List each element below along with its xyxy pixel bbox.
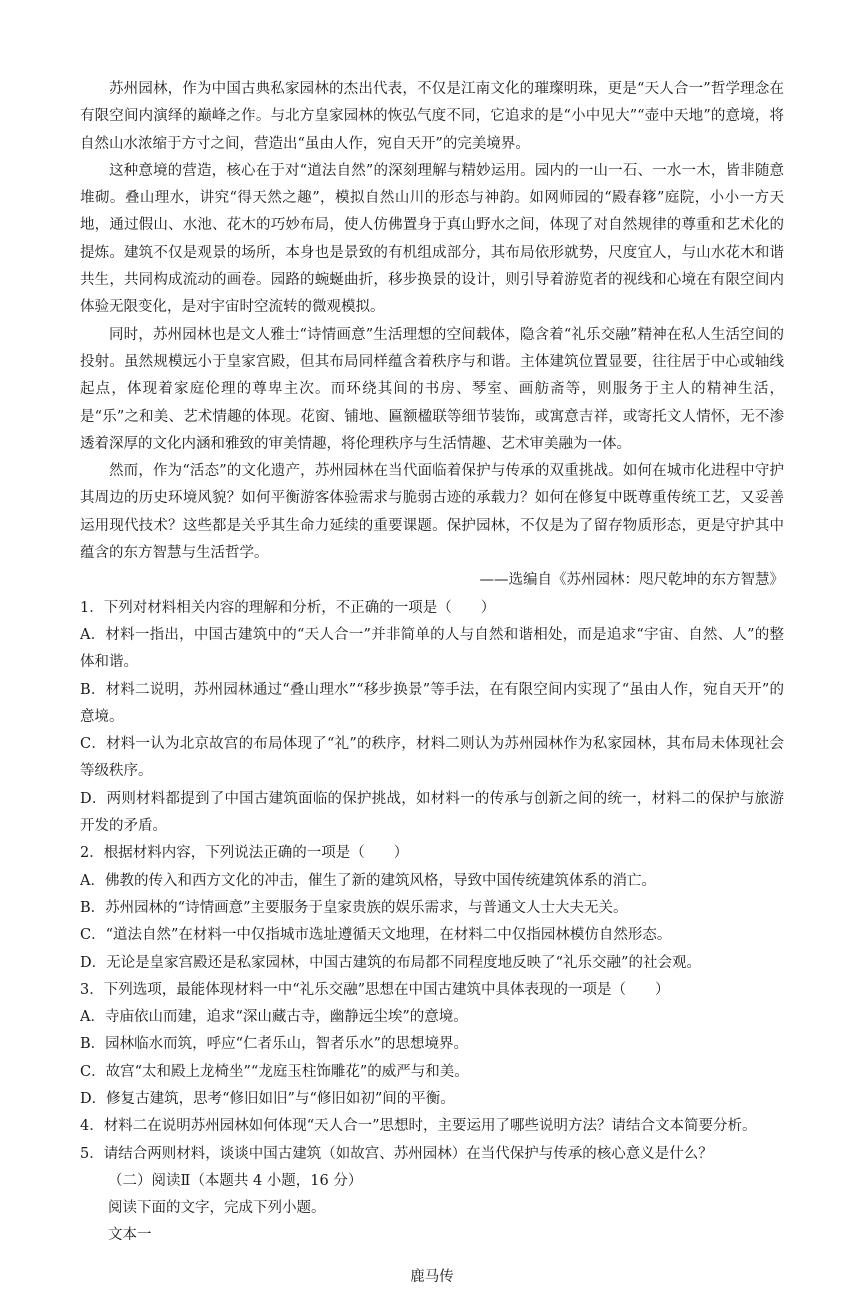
passage-paragraph-2: 这种意境的营造，核心在于对“道法自然”的深刻理解与精妙运用。园内的一山一石、一水一木，皆非随意堆砌。叠山理水，讲究“得天然之趣”，模拟自然山川的形态与神韵。如网师园的“殿春簃”庭院，小小一方天地，通过假山、水池、花木的巧妙布局，使人仿佛置身于真山野水之间，体现了对自然规律的尊重和艺术化的提炼。建筑不仅是观景的场所，本身也是景致的有机组成部分，其布局依形就势，尺度宜人，与山水花木和谐共生，共同构成流动的画卷。园路的蜿蜒曲折，移步换景的设计，则引导着游览者的视线和心境在有限空间内体验无限变化，是对宇宙时空流转的微观模拟。 [80,162,784,316]
option-b: B．苏州园林的“诗情画意”主要服务于皇家贵族的娱乐需求，与普通文人士大夫无关。 [80,899,628,916]
text-label: 文本一 [108,1227,152,1244]
option-a: A．材料一指出，中国古建筑中的“天人合一”并非简单的人与自然和谐相处，而是追求“宇宙、自然、人”的整体和谐。 [80,626,784,671]
question-stem: 4．材料二在说明苏州园林如何体现“天人合一”思想时，主要运用了哪些说明方法？请结合文本简要分析。 [80,1118,757,1135]
reading-section-2 [80,1168,784,1291]
option-b: B．材料二说明，苏州园林通过“叠山理水”“移步换景”等手法，在有限空间内实现了“虽由人作，宛自天开”的意境。 [80,681,784,725]
question-5 [80,1141,784,1168]
question-3 [80,977,784,1113]
page-content [80,76,784,1291]
option-c: C．故宫“太和殿上龙椅坐”“龙庭玉柱饰雕花”的威严与和美。 [80,1063,469,1080]
question-2 [80,840,784,976]
question-stem: 2．根据材料内容，下列说法正确的一项是（ ） [80,845,409,862]
question-1 [80,595,784,841]
option-d: D．修复古建筑，思考“修旧如旧”与“修旧如初”间的平衡。 [80,1090,455,1107]
option-c: C．材料一认为北京故宫的布局体现了“礼”的秩序，材料二则认为苏州园林作为私家园林，其布局未体现社会等级秩序。 [80,736,784,780]
option-b: B．园林临水而筑，呼应“仁者乐山，智者乐水”的思想境界。 [80,1036,468,1053]
option-d: D．两则材料都提到了中国古建筑面临的保护挑战，如材料一的传承与创新之间的统一，材料二的保护与旅游开发的矛盾。 [80,790,784,835]
option-d: D．无论是皇家宫殿还是私家园林，中国古建筑的布局都不同程度地反映了“礼乐交融”的社会观。 [80,954,701,971]
passage-paragraph-1: 苏州园林，作为中国古典私家园林的杰出代表，不仅是江南文化的璀璨明珠，更是“天人合一”哲学理念在有限空间内演绎的巅峰之作。与北方皇家园林的恢弘气度不同，它追求的是“小中见大”“壶中天地”的意境，将自然山水浓缩于方寸之间，营造出“虽由人作，宛自天开”的完美境界。 [80,81,784,152]
reading-passage [80,76,784,595]
question-stem: 5．请结合两则材料，谈谈中国古建筑（如故宫、苏州园林）在当代保护与传承的核心意义是什么？ [80,1145,713,1162]
text-title: 鹿马传 [410,1268,454,1285]
passage-paragraph-4: 然而，作为“活态”的文化遗产，苏州园林在当代面临着保护与传承的双重挑战。如何在城市化进程中守护其周边的历史环境风貌？如何平衡游客体验需求与脆弱古迹的承载力？如何在修复中既尊重传统工艺，又妥善运用现代技术？这些都是关乎其生命力延续的重要课题。保护园林，不仅是为了留存物质形态，更是守护其中蕴含的东方智慧与生活哲学。 [80,463,784,562]
section-instruction: 阅读下面的文字，完成下列小题。 [108,1200,326,1217]
passage-paragraph-3: 同时，苏州园林也是文人雅士“诗情画意”生活理想的空间载体，隐含着“礼乐交融”精神在私人生活空间的投射。虽然规模远小于皇家宫殿，但其布局同样蕴含着秩序与和谐。主体建筑位置显要，往往居于中心或轴线起点，体现着家庭伦理的尊卑主次。而环绕其间的书房、琴室、画舫斋等，则服务于主人的精神生活，是“乐”之和美、艺术情趣的体现。花窗、铺地、匾额楹联等细节装饰，或寓意吉祥，或寄托文人情怀，无不渗透着深厚的文化内涵和雅致的审美情趣，将伦理秩序与生活情趣、艺术审美融为一体。 [80,326,784,452]
passage-source: ——选编自《苏州园林：咫尺乾坤的东方智慧》 [479,572,784,589]
option-c: C．“道法自然”在材料一中仅指城市选址遵循天文地理，在材料二中仅指园林模仿自然形态。 [80,927,672,944]
question-stem: 3．下列选项，最能体现材料一中“礼乐交融”思想在中国古建筑中具体表现的一项是（ ） [80,981,670,998]
option-a: A．寺庙依山而建，追求“深山藏古寺，幽静远尘埃”的意境。 [80,1009,468,1026]
option-a: A．佛教的传入和西方文化的冲击，催生了新的建筑风格，导致中国传统建筑体系的消亡。 [80,872,656,889]
question-stem: 1．下列对材料相关内容的理解和分析，不正确的一项是（ ） [80,599,496,616]
question-4 [80,1113,784,1140]
section-heading: （二）阅读Ⅱ（本题共 4 小题，16 分） [108,1172,363,1189]
